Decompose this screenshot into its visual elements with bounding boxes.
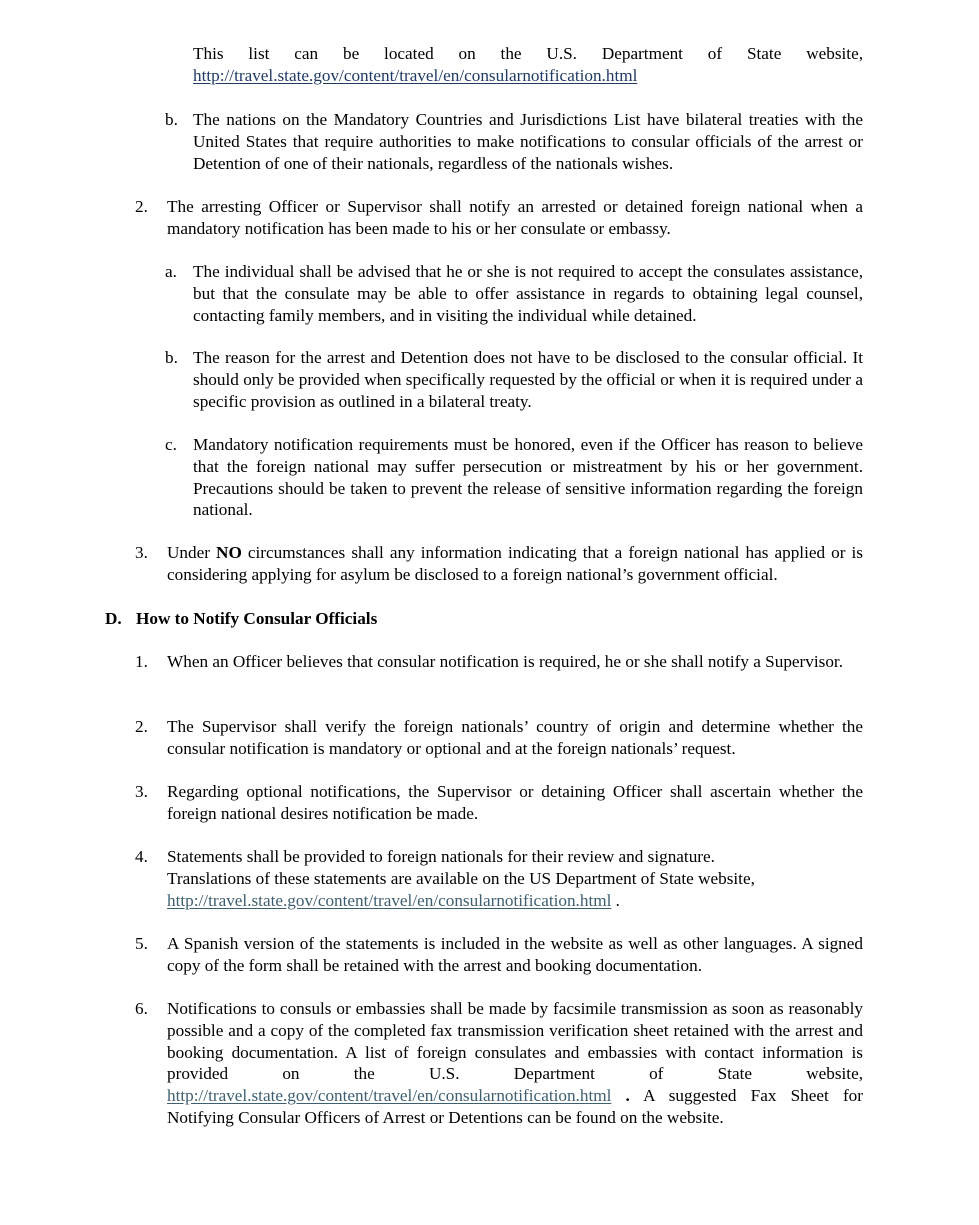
list-item-text: The Supervisor shall verify the foreign nationals’ country of origin and determine whether the consular notification is mandatory or optional and at the foreign nationals’ request. [167, 717, 863, 758]
consular-notification-link[interactable]: http://travel.state.gov/content/travel/en/consularnotification.html [193, 65, 638, 85]
list-item-text-before: Under [167, 543, 217, 562]
list-item [167, 716, 863, 760]
list-marker: 2. [135, 717, 148, 736]
trailing-period: . [611, 890, 620, 910]
list-marker: a. [165, 262, 177, 281]
section-heading: How to Notify Consular Officials [136, 609, 378, 628]
list-item [193, 261, 863, 326]
list-item-text: The individual shall be advised that he or she is not required to accept the consulates assistance, but that the consulate may be able to offer assistance in regards to obtaining legal counsel, contacting family members, and in visiting the individual while detained. [193, 262, 863, 325]
list-item [193, 347, 863, 412]
continuation-text: This list can be located on the U.S. Department of State website, [193, 44, 863, 63]
list-item [167, 196, 863, 240]
consular-notification-link[interactable]: http://travel.state.gov/content/travel/en/consularnotification.html [167, 1086, 612, 1106]
list-item-line: Translations of these statements are available on the US Department of State website, [167, 868, 755, 888]
list-marker: 4. [135, 847, 148, 866]
list-item-text: The nations on the Mandatory Countries and Jurisdictions List have bilateral treaties with the United States that require authorities to make notifications to consular officials of the arrest or Detention of one of their nationals, regardless of the nationals wishes. [193, 110, 863, 173]
list-marker: 3. [135, 782, 148, 801]
list-item [167, 933, 863, 977]
list-marker: 5. [135, 934, 148, 953]
bold-period: . [611, 1086, 630, 1106]
list-marker: 1. [135, 652, 148, 671]
list-marker: b. [165, 110, 178, 129]
list-item [167, 542, 863, 586]
list-marker: 2. [135, 197, 148, 216]
list-item [167, 846, 863, 911]
list-item-text: The reason for the arrest and Detention does not have to be disclosed to the consular official. It should only be provided when specifically requested by the official or when it is required under a specific provision as outlined in a bilateral treaty. [193, 348, 863, 411]
list-item [167, 781, 863, 825]
list-item [193, 434, 863, 521]
list-item-line: Statements shall be provided to foreign nationals for their review and signature. [167, 847, 715, 866]
list-item [167, 998, 863, 1129]
list-item-text: Regarding optional notifications, the Supervisor or detaining Officer shall ascertain whether the foreign national desires notification be made. [167, 782, 863, 823]
list-item [167, 651, 863, 673]
section-marker: D. [105, 609, 122, 628]
list-item-text: A Spanish version of the statements is included in the website as well as other languages. A signed copy of the form shall be retained with the arrest and booking documentation. [167, 934, 863, 975]
list-continuation [193, 43, 863, 87]
consular-notification-link[interactable]: http://travel.state.gov/content/travel/en/consularnotification.html [167, 890, 612, 910]
list-item-text-after: circumstances shall any information indicating that a foreign national has applied or is considering applying for asylum be disclosed to a foreign national’s government official. [167, 543, 864, 584]
list-marker: c. [165, 435, 177, 454]
list-marker: 6. [135, 999, 148, 1018]
list-item [193, 109, 863, 174]
emphasis-no: NO [216, 543, 242, 562]
list-marker: 3. [135, 543, 148, 562]
list-item-line [167, 890, 863, 912]
list-item-text: When an Officer believes that consular notification is required, he or she shall notify a Supervisor. [167, 652, 844, 671]
list-item-text: Mandatory notification requirements must be honored, even if the Officer has reason to believe that the foreign national may suffer persecution or mistreatment by his or her government. Precautions should be taken to prevent the release of sensitive information regarding the foreign national. [193, 435, 863, 520]
list-item-text-after: A suggested Fax Sheet for Notifying Consular Officers of Arrest or Detentions can be found on the website. [167, 1086, 863, 1127]
list-marker: b. [165, 348, 178, 367]
list-item-text-before: Notifications to consuls or embassies shall be made by facsimile transmission as soon as reasonably possible and a copy of the completed fax transmission verification sheet retained with the arrest and booking documentation. A list of foreign consulates and embassies with contact information is provided on the U.S. Department of State website, [167, 999, 863, 1084]
list-item-text: The arresting Officer or Supervisor shall notify an arrested or detained foreign national when a mandatory notification has been made to his or her consulate or embassy. [167, 197, 863, 238]
